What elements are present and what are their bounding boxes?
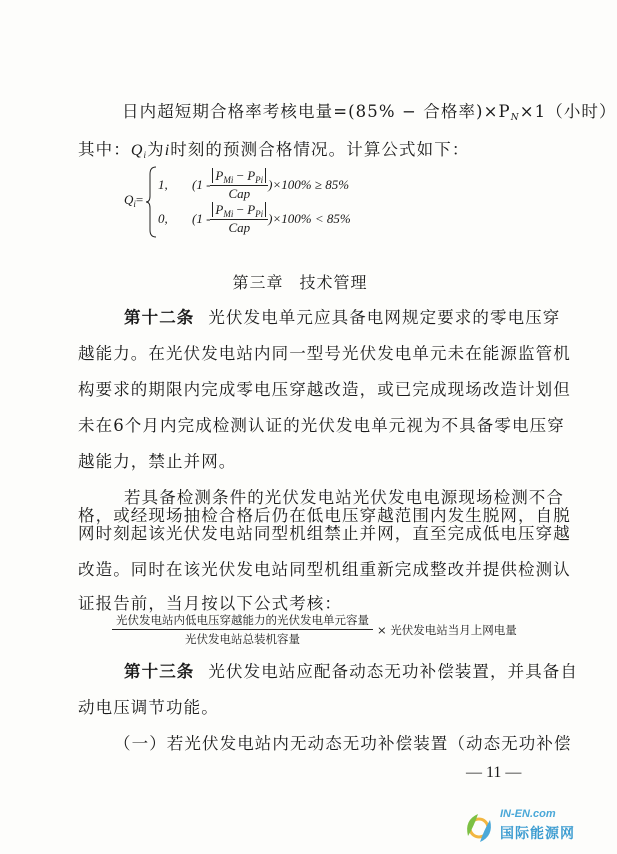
qi-mid: 为 — [147, 140, 165, 159]
paragraph-2-line: 格，或经现场抽检合格后仍在低电压穿越范围内发生脱网，自脱 — [78, 506, 571, 525]
article-13-line: 动电压调节功能。 — [78, 698, 219, 717]
paragraph-2-line: 证报告前，当月按以下公式考核： — [78, 594, 342, 613]
case-2-tail: )×100% < 85% — [268, 211, 351, 226]
watermark-brand: IN-EN.com — [500, 808, 556, 820]
case-2-value: 0, — [158, 211, 168, 226]
case-1-value: 1, — [158, 177, 168, 192]
article-12-line: 越能力。在光伏发电站内同一型号光伏发电单元未在能源监管机 — [78, 344, 571, 363]
item-1-line: （一）若光伏发电站内无动态无功补偿装置（动态无功补偿 — [114, 734, 572, 753]
article-12-first-line — [124, 304, 560, 328]
case-2-open: (1 - — [192, 211, 211, 226]
sun-leaf-icon — [462, 808, 496, 848]
paragraph-2-line: 网时刻起该光伏发电站同型机组禁止并网，直至完成低电压穿越 — [78, 524, 571, 543]
chapter-heading — [0, 270, 600, 293]
assessment-formula-text: 日内超短期合格率考核电量=(85% − 合格率)×P — [122, 102, 511, 121]
case-1-open: (1 - — [192, 177, 211, 192]
assessment-formula-line — [122, 98, 617, 123]
piecewise-formula — [124, 162, 364, 242]
case-1-fraction: $\frac{P_{Mi} - P_{Pi}}{\text{Cap}}$ — [210, 168, 268, 202]
article-12-line: 构要求的期限内完成零电压穿越改造，或已完成现场改造计划但 — [78, 380, 571, 399]
article-13-first-line — [124, 658, 578, 682]
paragraph-2-line: 若具备检测条件的光伏发电站光伏发电电源现场检测不合 — [124, 488, 564, 507]
chapter-number: 第三章 — [232, 273, 284, 292]
paragraph-2-line: 改造。同时在该光伏发电站同型机组重新完成整改并提供检测认 — [78, 560, 571, 579]
in-en-watermark-logo — [462, 806, 596, 850]
capacity-formula — [112, 612, 517, 647]
capacity-numerator: 光伏发电站内低电压穿越能力的光伏发电单元容量 — [112, 612, 373, 630]
qi-suffix: 时刻的预测合格情况。计算公式如下： — [170, 140, 470, 159]
case-1-tail: )×100% ≥ 85% — [268, 177, 350, 192]
case-2-fraction: $\frac{P_{Mi} - P_{Pi}}{\text{Cap}}$ — [210, 202, 268, 236]
case-1 — [158, 168, 349, 202]
chapter-title: 技术管理 — [299, 273, 368, 292]
article-12-line: 未在6个月内完成检测认证的光伏发电单元视为不具备零电压穿 — [78, 416, 565, 435]
i-symbol: i — [164, 142, 171, 159]
page-number: — 11 — — [466, 764, 522, 781]
formula-lhs: $Q_i=$ — [124, 192, 144, 209]
capacity-fraction — [112, 612, 373, 647]
pn-subscript: N — [510, 113, 520, 123]
formula-brace — [146, 166, 158, 238]
article-12-label: 第十二条 — [124, 308, 195, 327]
qi-prefix: 其中： — [78, 140, 131, 159]
capacity-tail: × 光伏发电站当月上网电量 — [377, 622, 517, 637]
article-12-line: 光伏发电单元应具备电网规定要求的零电压穿 — [208, 308, 561, 327]
article-12-line: 越能力，禁止并网。 — [78, 452, 237, 471]
case-2 — [158, 202, 351, 236]
article-13-label: 第十三条 — [124, 662, 195, 681]
article-13-line: 光伏发电站应配备动态无功补偿装置，并具备自 — [208, 662, 579, 681]
qi-definition-line — [78, 136, 469, 160]
qi-symbol: $Q_i$ — [130, 142, 148, 160]
assessment-formula-end: ×1（小时） — [519, 102, 617, 121]
watermark-name: 国际能源网 — [500, 826, 575, 842]
capacity-denominator: 光伏发电站总装机容量 — [185, 632, 300, 646]
